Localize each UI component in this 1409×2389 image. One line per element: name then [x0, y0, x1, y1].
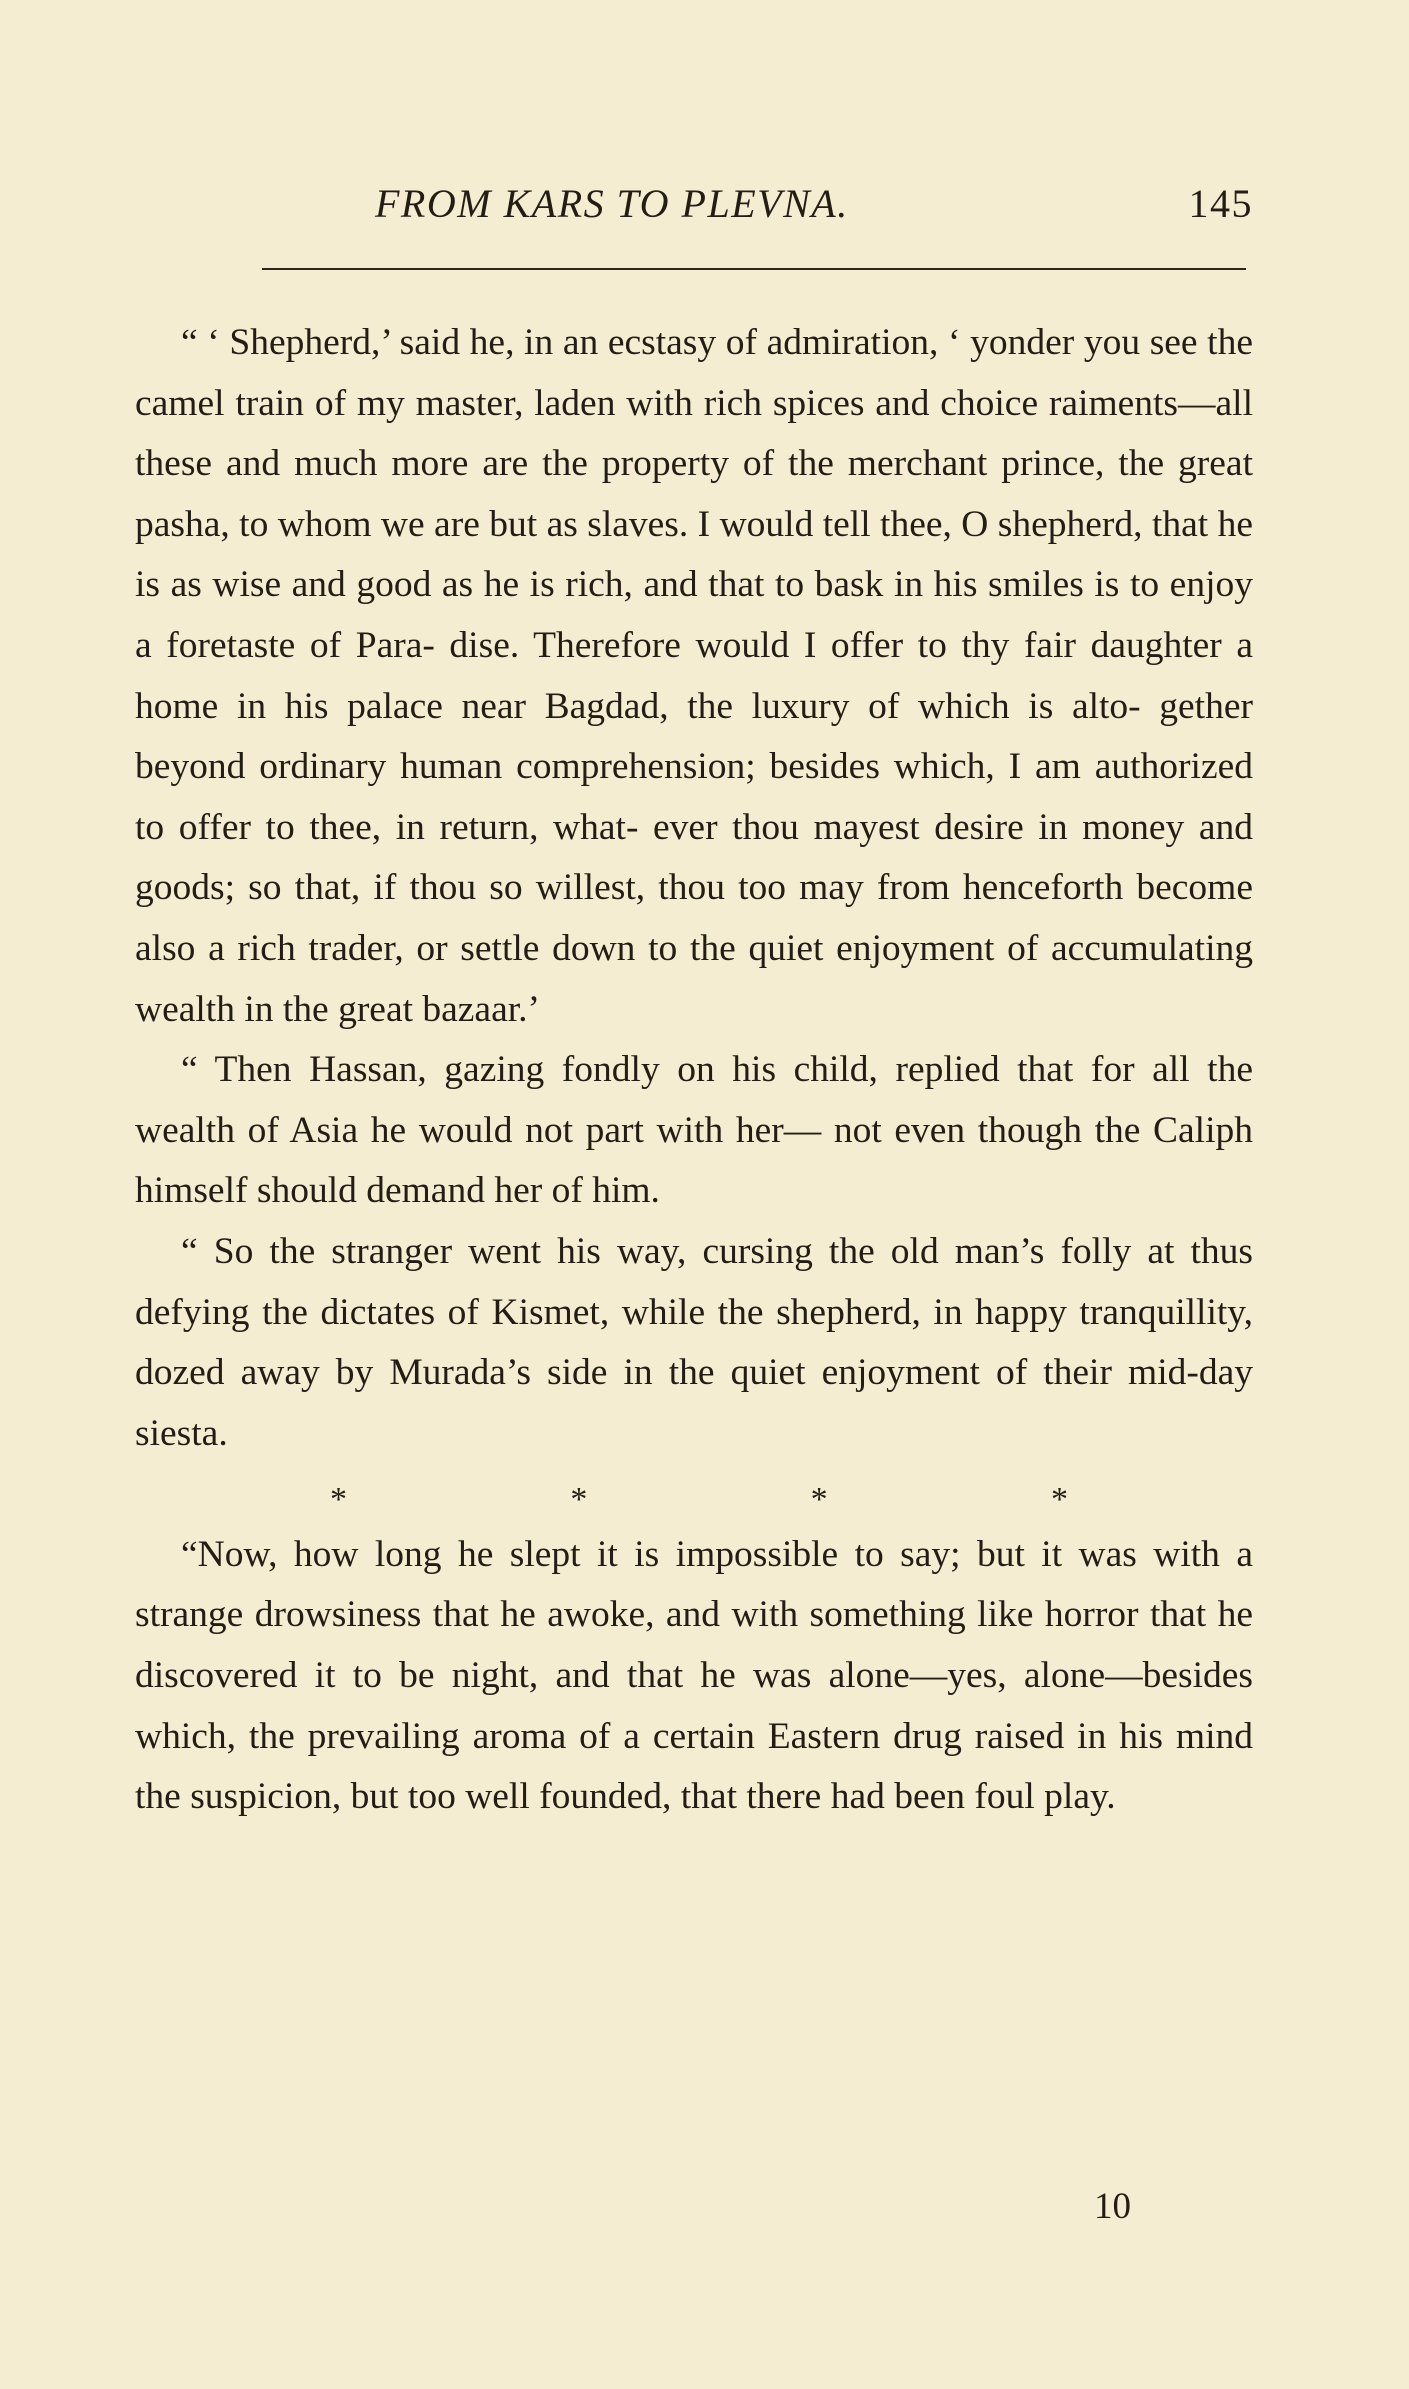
page-header	[135, 172, 1253, 242]
header-rule	[262, 268, 1246, 270]
asterisk: *	[330, 1481, 347, 1519]
asterisk: *	[810, 1481, 828, 1519]
signature-mark: 10	[1094, 2186, 1131, 2227]
running-title: FROM KARS TO PLEVNA.	[375, 181, 849, 226]
paragraph-stranger-leaves: “ So the stranger went his way, cursing the old man’s folly at thus defying the dictates of Kismet, while the shepherd, in happy tranquillity, dozed away by Murada’s side in the quiet enjoyment of their mid-day siesta.	[135, 1230, 1253, 1454]
asterisk: *	[1050, 1481, 1068, 1519]
paragraph-shepherd-offer: “ ‘ Shepherd,’ said he, in an ecstasy of admiration, ‘ yonder you see the camel train of my master, laden with rich spices and choice raiments—all these and much more are the property of the merchant prince, the great pasha, to whom we are but as slaves. I would tell thee, O shepherd, that he is as wise and good as he is rich, and that to bask in his smiles is to enjoy a foretaste of Para- dise. Therefore would I offer to thy fair daughter a home in his palace near Bagdad, the luxury of which is alto- gether beyond ordinary human comprehension; besides which, I am authorized to offer to thee, in return, what- ever thou mayest desire in money and goods; so that, if thou so willest, thou too may from henceforth become also a rich trader, or settle down to the quiet enjoyment of accumulating wealth in the great bazaar.’	[135, 322, 1253, 1030]
asterisk: *	[570, 1481, 588, 1519]
page-number: 145	[1188, 181, 1253, 226]
paragraph-hassan-reply: “ Then Hassan, gazing fondly on his child, replied that for all the wealth of Asia he would not part with her— not even though the Caliph himself should demand her of him.	[135, 1049, 1253, 1212]
body-text	[135, 313, 1253, 1828]
paragraph-awakening: “Now, how long he slept it is impossible to say; but it was with a strange drowsiness that he awoke, and with something like horror that he discovered it to be night, and that he was alone—yes, alone—besides which, the prevailing aroma of a certain Eastern drug raised in his mind the suspicion, but too well founded, that there had been foul play.	[135, 1533, 1253, 1818]
section-break	[135, 1464, 1253, 1525]
